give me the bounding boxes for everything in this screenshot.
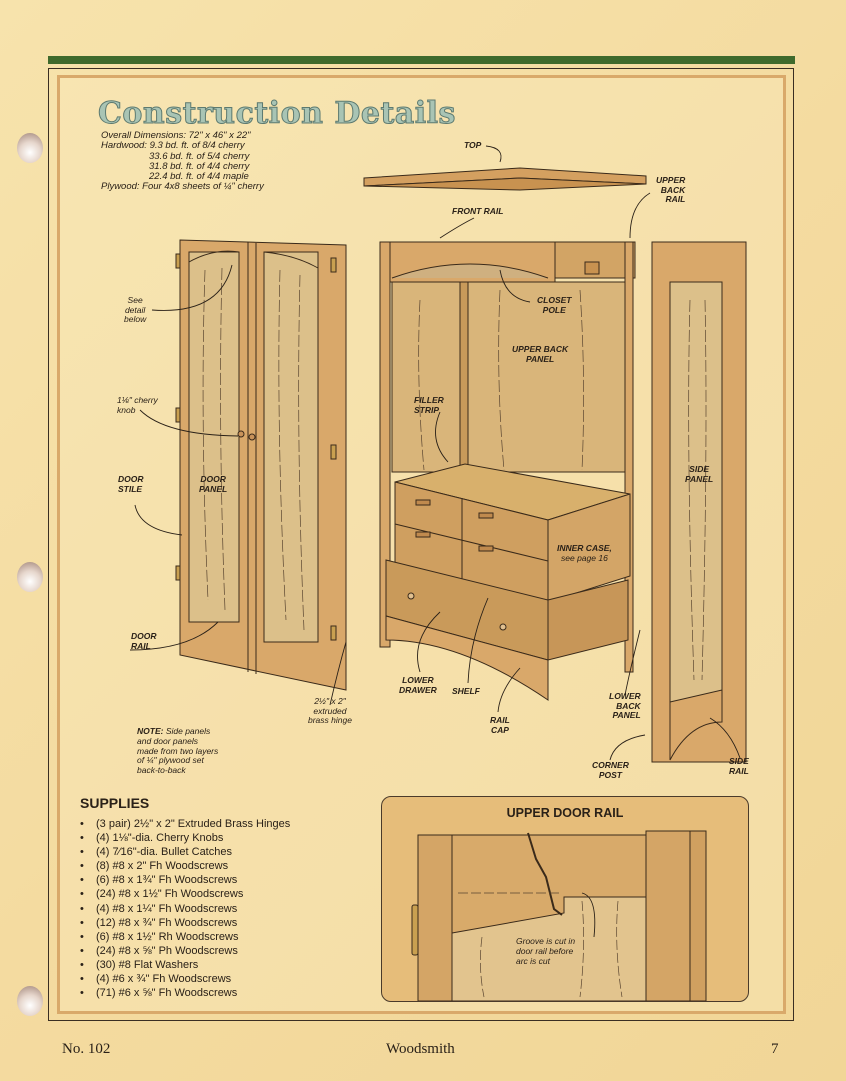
label-line: UPPER <box>656 175 686 185</box>
supply-item: • (8) #8 x 2" Fh Woodscrews <box>80 859 290 873</box>
label-line: DOOR <box>200 474 226 484</box>
panel-note <box>137 727 218 776</box>
label-cherry-knob <box>117 396 158 415</box>
detail-caption <box>516 937 575 966</box>
label-hinge <box>308 697 352 726</box>
supply-item: • (4) 7⁄16"-dia. Bullet Catches <box>80 845 290 859</box>
label-line: POST <box>598 769 622 780</box>
caption-line: arc is cut <box>516 955 551 966</box>
note-text: Side panels <box>163 726 211 736</box>
hardwood-line: 22.4 bd. ft. of 4/4 maple <box>149 171 249 183</box>
label-line: PANEL <box>526 353 555 364</box>
magazine-name: Woodsmith <box>386 1041 455 1057</box>
label-inner-case <box>557 544 612 563</box>
label-rail-cap <box>490 716 510 735</box>
label-line: DOOR <box>118 474 144 484</box>
label-line: UPPER BACK <box>512 344 569 354</box>
label-filler-strip <box>414 396 444 415</box>
label-shelf: SHELF <box>452 686 480 696</box>
upper-door-rail-detail <box>381 796 749 1002</box>
label-line: BACK <box>616 700 641 711</box>
label-upper-back-panel <box>512 345 568 364</box>
supply-item: • (24) #8 x 1½" Fh Woodscrews <box>80 887 290 901</box>
label-line: extruded <box>313 705 347 716</box>
label-door-rail <box>131 632 157 651</box>
label-line: STILE <box>118 483 143 494</box>
label-line: LOWER <box>609 691 641 701</box>
label-line: 2½" x 2" <box>314 696 346 706</box>
label-line: STRIP <box>414 404 440 415</box>
supply-item: • (30) #8 Flat Washers <box>80 958 290 972</box>
label-lower-back-panel <box>609 692 641 721</box>
plywood-line: Plywood: Four 4x8 sheets of ¼" cherry <box>101 181 264 193</box>
label-side-panel <box>685 465 713 484</box>
label-line: SIDE <box>689 464 710 474</box>
supplies-list <box>80 795 290 1000</box>
label-line: RAIL <box>665 194 686 204</box>
label-door-stile <box>118 475 144 494</box>
label-line: below <box>124 314 147 324</box>
label-line: knob <box>117 404 136 415</box>
label-line: DRAWER <box>399 684 437 695</box>
hardwood-line: 33.6 bd. ft. of 5/4 cherry <box>149 150 250 162</box>
hardwood-line: Hardwood: 9.3 bd. ft. of 8/4 cherry <box>101 140 245 152</box>
binder-hole <box>17 986 43 1016</box>
supplies-heading: SUPPLIES <box>80 795 150 811</box>
label-line: see page 16 <box>561 552 608 563</box>
label-door-panel <box>199 475 227 494</box>
supply-item: • (6) #8 x 1¾" Fh Woodscrews <box>80 873 290 887</box>
note-line: back-to-back <box>137 765 186 776</box>
label-line: PANEL <box>612 710 641 720</box>
label-line: SIDE <box>729 756 749 766</box>
supply-item: • (24) #8 x ⅝" Ph Woodscrews <box>80 944 290 958</box>
supply-item: • (4) 1⅛"-dia. Cherry Knobs <box>80 831 290 845</box>
label-see-detail <box>124 296 146 325</box>
label-line: CLOSET <box>537 295 572 305</box>
label-line: POLE <box>542 304 566 315</box>
note-prefix: NOTE: <box>137 726 164 736</box>
label-line: RAIL <box>729 765 749 776</box>
label-line: See <box>127 295 143 305</box>
page-title: Construction Details <box>98 96 456 131</box>
label-front-rail: FRONT RAIL <box>452 206 504 216</box>
supply-item: • (6) #8 x 1½" Rh Woodscrews <box>80 930 290 944</box>
label-line: DOOR <box>131 631 157 641</box>
caption-line: door rail before <box>516 945 574 956</box>
label-lower-drawer <box>399 676 437 695</box>
hardwood-line: 31.8 bd. ft. of 4/4 cherry <box>149 160 250 172</box>
label-upper-back-rail <box>656 176 685 205</box>
label-line: LOWER <box>402 675 434 685</box>
label-line: RAIL <box>131 640 151 651</box>
door-rail-illustration <box>382 797 748 1001</box>
detail-title: UPPER DOOR RAIL <box>506 806 624 820</box>
label-line: FILLER <box>414 395 444 405</box>
label-line: BACK <box>660 184 686 195</box>
label-line: CORNER <box>592 760 629 770</box>
label-line: 1⅛" cherry <box>117 395 158 405</box>
label-top: TOP <box>464 140 482 150</box>
supply-item: • (4) #6 x ¾" Fh Woodscrews <box>80 972 290 986</box>
supply-item: • (3 pair) 2½" x 2" Extruded Brass Hinges <box>80 817 290 831</box>
label-line: INNER CASE, <box>557 543 612 553</box>
label-line: detail <box>124 304 146 315</box>
label-line: PANEL <box>685 473 714 484</box>
label-side-rail <box>729 757 749 776</box>
note-line: of ¼" plywood set <box>137 755 204 766</box>
note-line: made from two layers <box>137 745 219 756</box>
overall-dimensions: Overall Dimensions: 72" x 46" x 22" <box>101 130 251 141</box>
supply-item: • (12) #8 x ¾" Fh Woodscrews <box>80 916 290 930</box>
label-closet-pole <box>537 296 571 315</box>
label-line: PANEL <box>199 483 228 494</box>
supply-item: • (4) #8 x 1¼" Fh Woodscrews <box>80 902 290 916</box>
label-corner-post <box>592 761 629 780</box>
caption-line: Groove is cut in <box>516 936 576 946</box>
supply-item: • (71) #6 x ⅝" Fh Woodscrews <box>80 986 290 1000</box>
page-number: 7 <box>771 1041 779 1057</box>
label-line: brass hinge <box>308 715 352 725</box>
label-line: CAP <box>490 724 509 735</box>
note-line: and door panels <box>137 735 198 746</box>
issue-number: No. 102 <box>62 1041 111 1057</box>
label-line: RAIL <box>490 715 510 725</box>
